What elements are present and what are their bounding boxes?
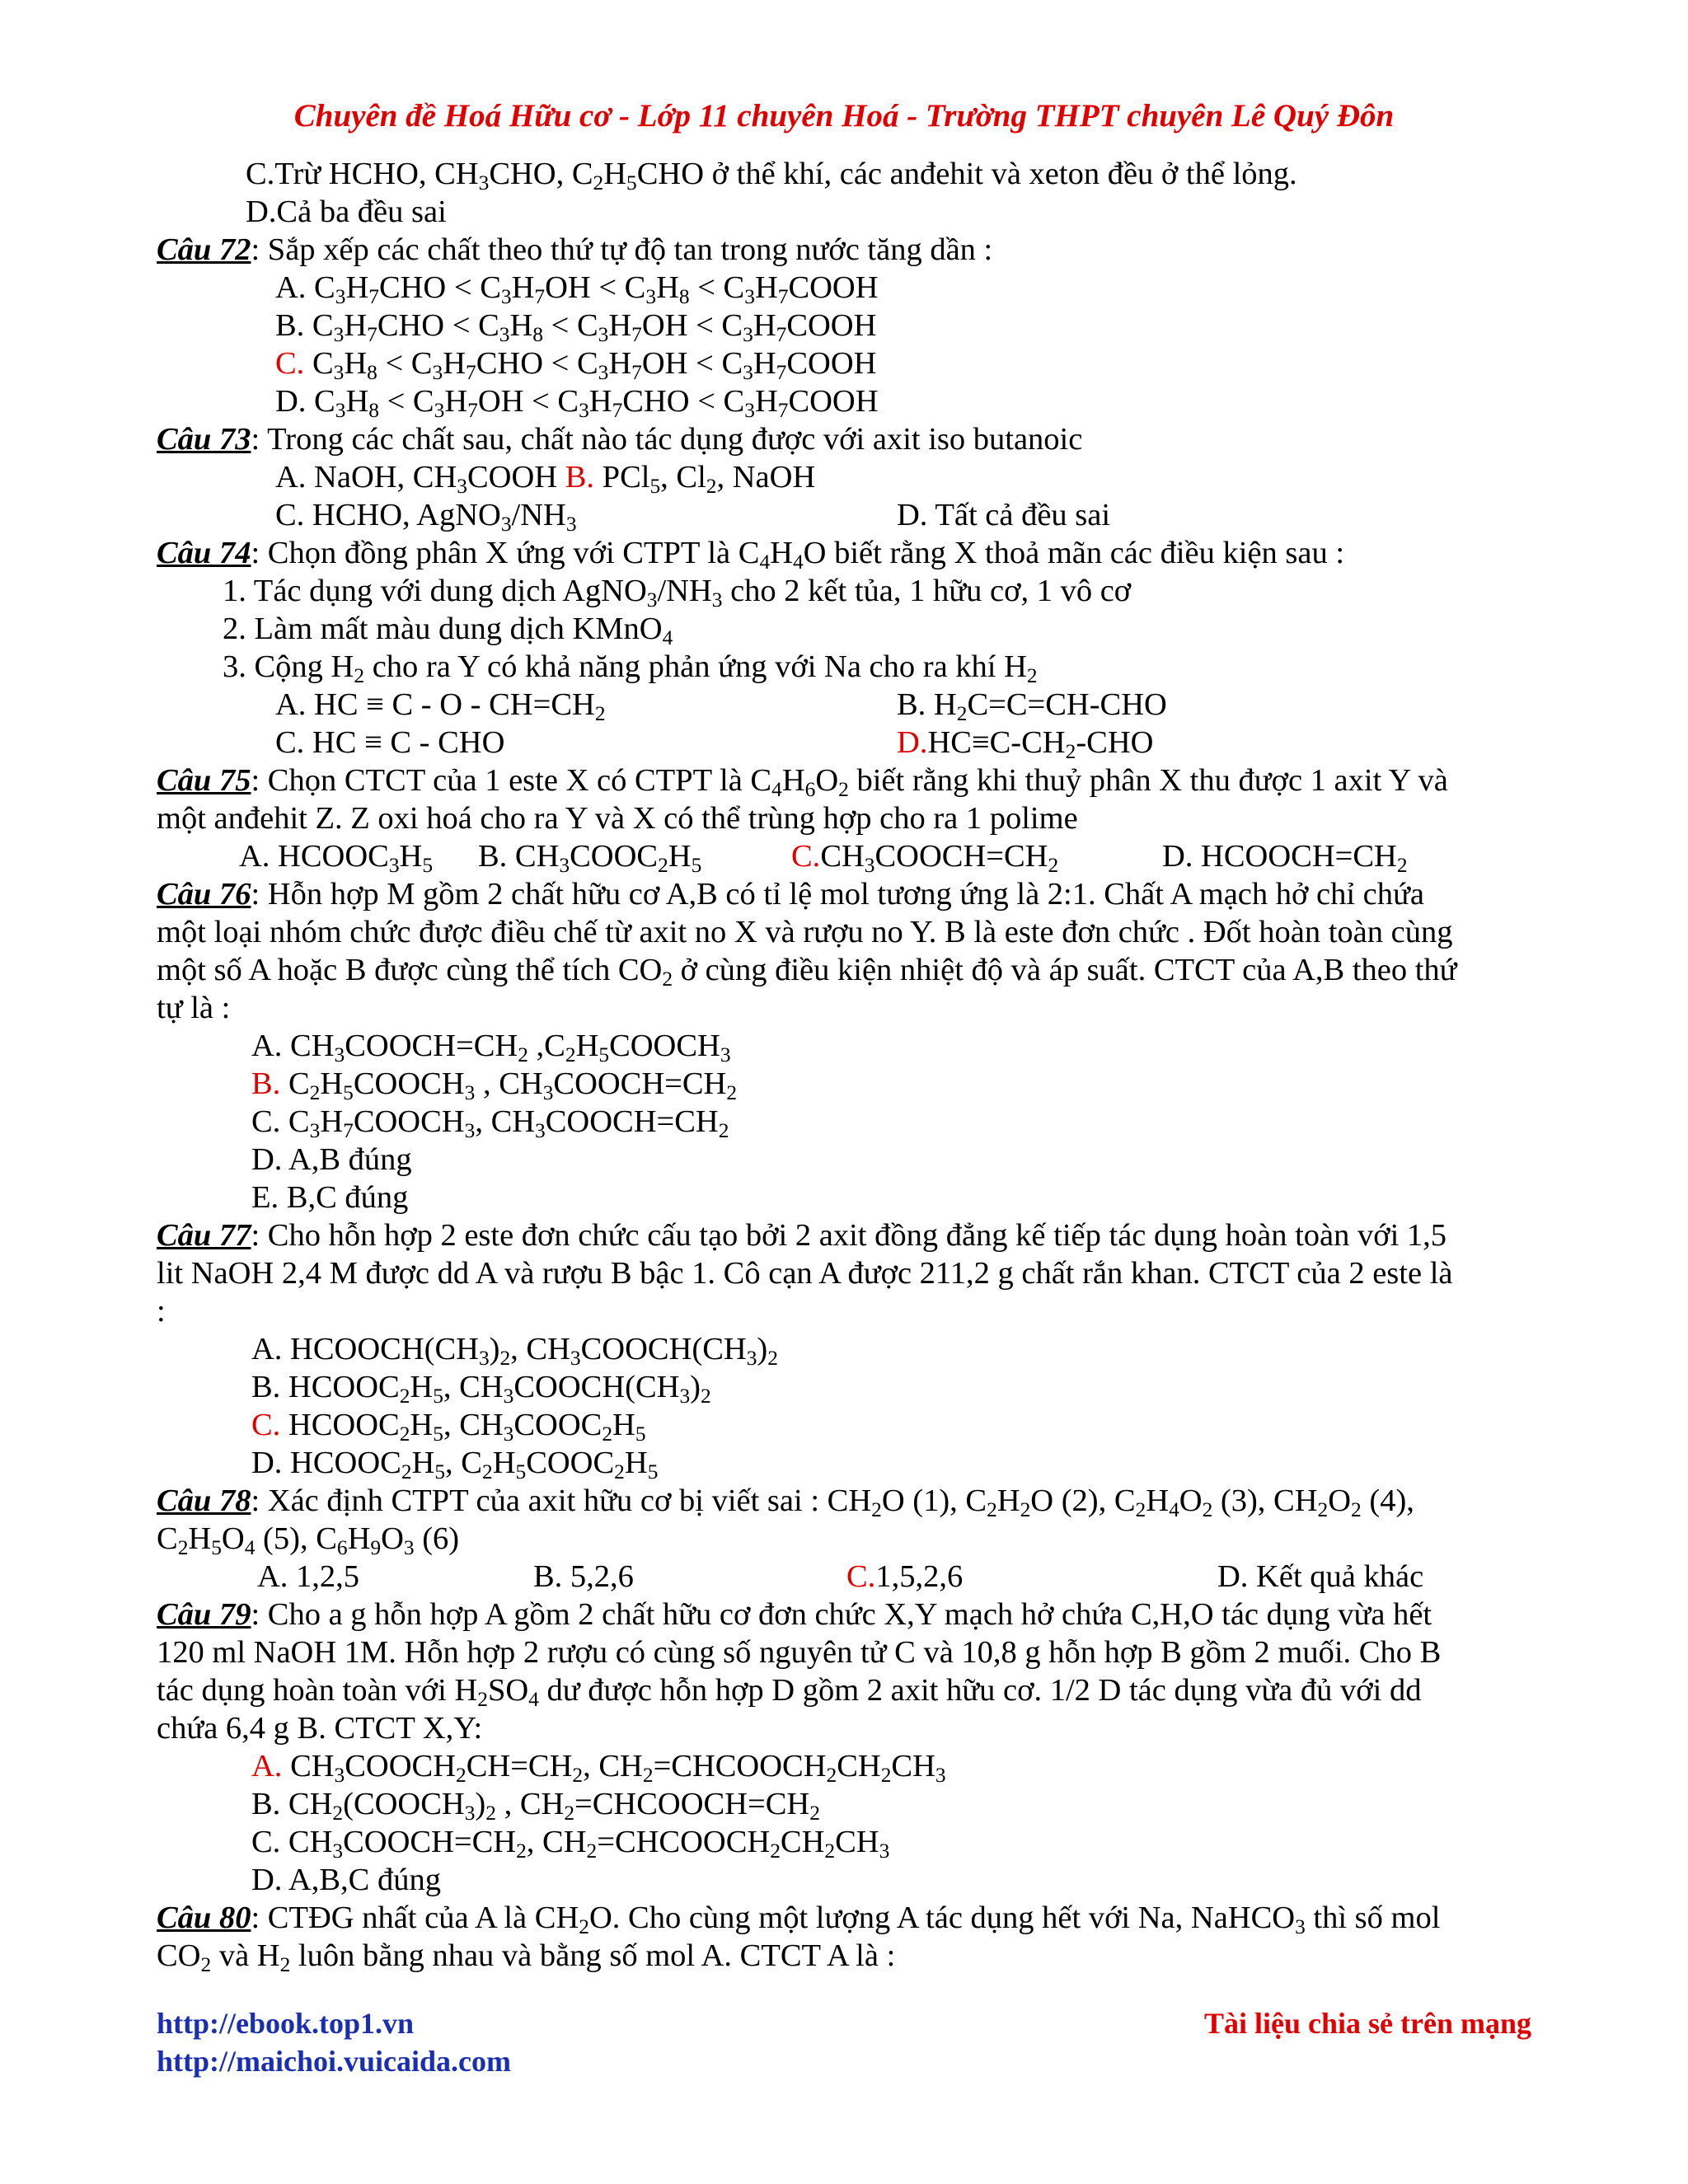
question-text: : Trong các chất sau, chất nào tác dụng được với axit iso butanoic: [251, 422, 1083, 457]
question-text: một loại nhóm chức được điều chế từ axit no X và rượu no Y. B là este đơn chức . Đốt hoàn toàn cùng: [157, 915, 1453, 949]
answer-option: $C_3H_8 < C_3H_7CHO < C_3H_7OH$ < $C_3H_7COOH$: [304, 346, 877, 385]
answer-option: A. $C_3H_7CHO < C_3H_7OH < C_3H_8$ < $C_3H_7COOH$: [275, 270, 879, 309]
answer-option: D. $HCOOCH=CH_2$: [1162, 839, 1408, 878]
question-text: $C_2H_5O_4$ (5), $C_6H_9O_3$ (6): [157, 1521, 460, 1560]
question-text: : Chọn CTCT của 1 este X có CTPT là $C_4H_6O_2$ biết rằng khi thuỷ phân X thu được 1 axit Y và: [251, 763, 1448, 802]
question-text: : Cho hỗn hợp 2 este đơn chức cấu tạo bởi 2 axit đồng đẳng kế tiếp tác dụng hoàn toàn với 1,5: [251, 1218, 1447, 1253]
document-body: [157, 155, 1533, 1975]
question-text: 120 ml NaOH 1M. Hỗn hợp 2 rượu có cùng số nguyên tử C và 10,8 g hỗn hợp B gồm 2 muối. Cho B: [157, 1635, 1442, 1670]
footer-link[interactable]: http://maichoi.vuicaida.com: [157, 2045, 511, 2078]
answer-option: 1,5,2,6: [875, 1559, 964, 1594]
question-text: chứa 6,4 g B. CTCT X,Y:: [157, 1711, 483, 1746]
footer-links: [157, 2004, 511, 2080]
answer-letter-correct: C.: [251, 1408, 281, 1442]
text-line: D.Cả ba đều sai: [246, 194, 447, 229]
answer-option: B. $C_3H_7CHO < C_3H_8 < C_3H_7OH$ < $C_3H_7COOH$: [275, 308, 877, 347]
question-text: : Xác định CTPT của axit hữu cơ bị viết sai : $CH_2O$ (1), $C_2H_2O$ (2), $C_2H_4O_2$ (3), $CH_2O_2$ (4),: [251, 1483, 1414, 1522]
answer-option: D. $C_3H_8 < C_3H_7OH < C_3H_7CHO$ < $C_3H_7COOH$: [275, 384, 879, 423]
answer-option: $HCOOC_2H_5$, $CH_3COOC_2H_5$: [280, 1408, 646, 1446]
answer-option: A. $CH_3COOCH=CH_2$ $,C_2H_5COOCH_3$: [251, 1029, 731, 1067]
footer-note: Tài liệu chia sẻ trên mạng: [1204, 2007, 1531, 2040]
answer-letter-correct: C.: [791, 839, 821, 874]
footer-link[interactable]: http://ebook.top1.vn: [157, 2007, 415, 2040]
text-line: C.Trừ HCHO, $CH_3CHO$, $C_2H_5CHO$ ở thể khí, các anđehit và xeton đều ở thể lỏng.: [246, 157, 1297, 195]
question-text: một số A hoặc B được cùng thể tích $CO_2$ ở cùng điều kiện nhiệt độ và áp suất. CTCT của A,B theo thứ: [157, 953, 1457, 991]
answer-option: D. A,B,C đúng: [251, 1863, 441, 1897]
question-text: : CTĐG nhất của A là $CH_2O$. Cho cùng một lượng A tác dụng hết với Na, NaHCO$_3$ thì số mol: [251, 1900, 1441, 1939]
answer-option: A. NaOH, $CH_3COOH$: [275, 460, 565, 499]
question-label: Câu 72: [157, 232, 251, 267]
answer-option: D. $HCOOC_2H_5$, $C_2H_5COOC_2H_5$: [251, 1446, 659, 1484]
question-label: Câu 78: [157, 1483, 251, 1518]
question-text: một anđehit Z. Z oxi hoá cho ra Y và X có thể trùng hợp cho ra 1 polime: [157, 801, 1078, 836]
answer-option: C. $CH_3COOCH=CH_2$, $CH_2=CHCOOCH_2CH_2CH_3$: [251, 1825, 890, 1863]
question-label: Câu 74: [157, 536, 251, 570]
answer-letter-correct: B.: [565, 460, 595, 494]
answer-option: E. B,C đúng: [251, 1180, 409, 1215]
question-text: $CO_2$ và $H_2$ luôn bằng nhau và bằng số mol A. CTCT A là :: [157, 1938, 896, 1977]
question-text: : Hỗn hợp M gồm 2 chất hữu cơ A,B có tỉ lệ mol tương ứng là 2:1. Chất A mạch hở chỉ chứa: [251, 877, 1424, 912]
answer-option: A. HC ≡ $C - O - CH=CH_2$: [275, 687, 606, 726]
answer-option: B. $HCOOC_2H_5$, $CH_3COOCH(CH_3)_2$: [251, 1370, 711, 1408]
answer-letter-correct: A.: [251, 1749, 283, 1783]
answer-option: A. $HCOOC_3H_5$: [239, 839, 434, 878]
answer-option: PCl$_5$, $Cl_2$, NaOH: [594, 460, 816, 499]
question-text: lit NaOH 2,4 M được dd A và rượu B bậc 1. Cô cạn A được 211,2 g chất rắn khan. CTCT của 2 este là: [157, 1256, 1453, 1291]
question-text: : Cho a g hỗn hợp A gồm 2 chất hữu cơ đơn chức X,Y mạch hở chứa C,H,O tác dụng vừa hết: [251, 1597, 1432, 1632]
answer-option: B. 5,2,6: [533, 1559, 634, 1594]
condition-item: 3. Cộng $H_2$ cho ra Y có khả năng phản ứng với Na cho ra khí $H_2$: [223, 649, 1038, 688]
answer-option: D. A,B đúng: [251, 1142, 412, 1177]
page-header: Chuyên đề Hoá Hữu cơ - Lớp 11 chuyên Hoá - Trường THPT chuyên Lê Quý Đôn: [293, 98, 1395, 134]
answer-option: A. 1,2,5: [257, 1559, 360, 1594]
question-label: Câu 77: [157, 1218, 251, 1253]
answer-option: C. HC ≡ C - CHO: [275, 725, 505, 760]
answer-option: D. Tất cả đều sai: [897, 498, 1111, 532]
question-label: Câu 79: [157, 1597, 251, 1632]
answer-letter-correct: C.: [275, 346, 305, 381]
answer-letter-correct: C.: [846, 1559, 876, 1594]
answer-option: D. Kết quả khác: [1217, 1559, 1424, 1594]
answer-option: A. $HCOOCH(CH_3)_2$, $CH_3COOCH(CH_3)_2$: [251, 1332, 778, 1371]
answer-option: B. $H_2C=C=CH$-CHO: [897, 687, 1167, 726]
condition-item: 2. Làm mất màu dung dịch KMnO$_4$: [223, 612, 673, 650]
answer-option: $CH_3COOCH=CH_2$: [820, 839, 1059, 878]
question-text: :: [157, 1294, 166, 1329]
question-text: tác dụng hoàn toàn với $H_2SO_4$ dư được hỗn hợp D gồm 2 axit hữu cơ. 1/2 D tác dụng vừa đủ với dd: [157, 1673, 1422, 1712]
question-label: Câu 75: [157, 763, 251, 798]
answer-option: $C_2H_5COOCH_3$ , $CH_3COOCH=CH_2$: [280, 1066, 738, 1105]
question-text: : Sắp xếp các chất theo thứ tự độ tan trong nước tăng dần :: [251, 232, 993, 267]
answer-letter-correct: B.: [251, 1066, 281, 1101]
question-text: : Chọn đồng phân X ứng với CTPT là $C_4H_4O$ biết rằng X thoả mãn các điều kiện sau :: [251, 536, 1345, 574]
answer-option: B. $CH_3COOC_2H_5$: [478, 839, 702, 878]
answer-option: $CH_3COOCH_2CH=CH_2$, $CH_2=CHCOOCH_2CH_2CH_3$: [282, 1749, 946, 1788]
answer-letter-correct: D.: [897, 725, 928, 760]
condition-item: 1. Tác dụng với dung dịch $AgNO_3/NH_3$ cho 2 kết tủa, 1 hữu cơ, 1 vô cơ: [223, 574, 1132, 612]
answer-option: C. HCHO, $AgNO_3/NH_3$: [275, 498, 577, 537]
answer-option: $HC\equiv C-CH_2$-CHO: [927, 725, 1154, 764]
question-label: Câu 76: [157, 877, 251, 912]
answer-option: B. $CH_2(COOCH_3)_2$ , $CH_2=CHCOOCH=CH_2$: [251, 1787, 820, 1825]
question-label: Câu 80: [157, 1900, 251, 1935]
question-text: tự là :: [157, 991, 231, 1025]
answer-option: C. $C_3H_7COOCH_3$, $CH_3COOCH=CH_2$: [251, 1104, 729, 1143]
question-label: Câu 73: [157, 422, 251, 457]
